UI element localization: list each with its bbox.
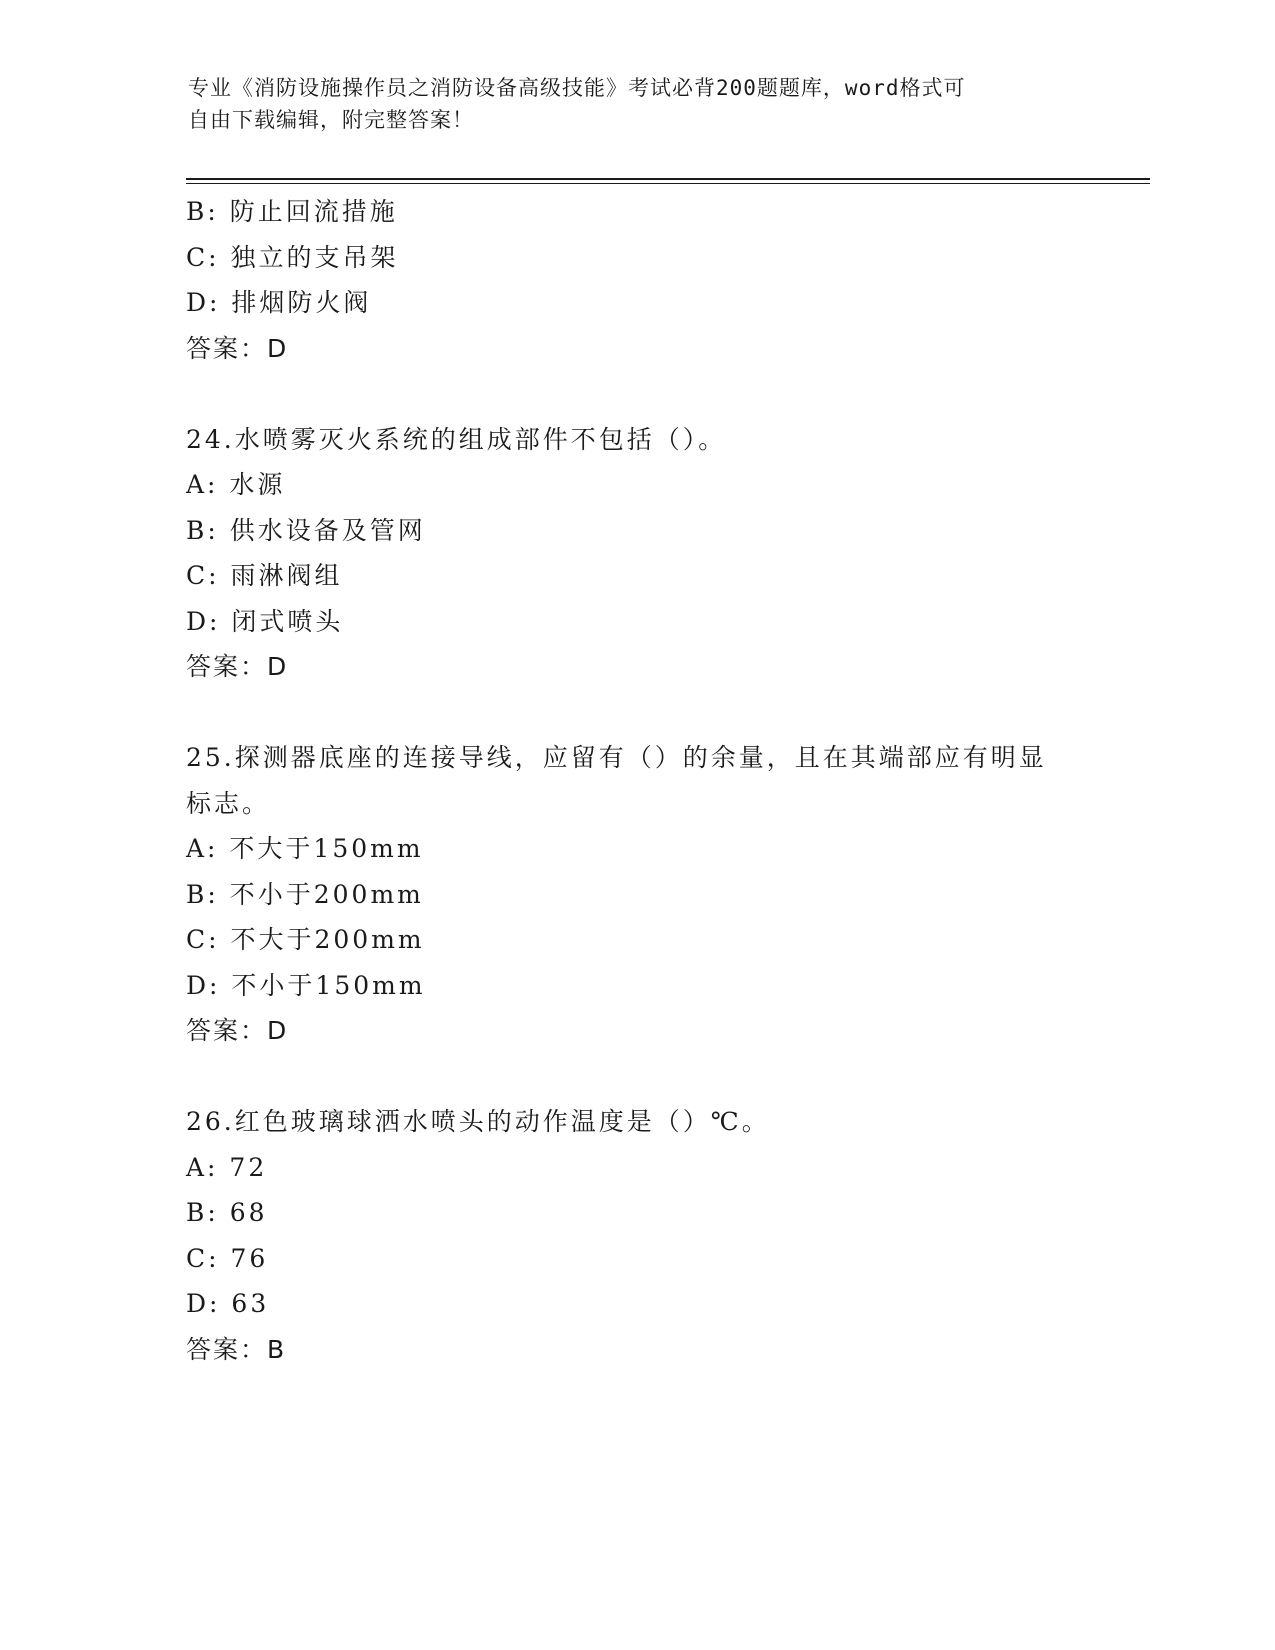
answer-line: 答案：D — [186, 333, 289, 363]
header-line-2: 自由下载编辑，附完整答案！ — [188, 108, 474, 132]
header-line-1: 专业《消防设施操作员之消防设备高级技能》考试必背200题题库，word格式可 — [188, 76, 966, 100]
option-d: D: 排烟防火阀 — [186, 288, 372, 317]
answer-line: 答案：B — [186, 1334, 287, 1364]
prev-question-block — [186, 189, 1086, 371]
question-stem: 24.水喷雾灭火系统的组成部件不包括（）。 — [186, 424, 727, 454]
option-a: A: 水源 — [186, 470, 286, 499]
spacer — [186, 690, 1086, 736]
question-stem: 26.红色玻璃球洒水喷头的动作温度是（）℃。 — [186, 1107, 770, 1136]
option-d: D: 闭式喷头 — [186, 606, 344, 636]
header-divider-thick — [186, 178, 1150, 180]
spacer — [186, 1054, 1086, 1100]
answer-line: 答案：D — [186, 1016, 289, 1045]
option-a: A: 72 — [186, 1152, 268, 1182]
question-stem: 25.探测器底座的连接导线，应留有（）的余量，且在其端部应有明显标志。 — [186, 743, 1047, 818]
answer-line: 答案：D — [186, 652, 289, 681]
option-c: C: 雨淋阀组 — [186, 561, 343, 590]
question-24-block — [186, 417, 1086, 690]
option-d: D: 不小于150mm — [186, 970, 426, 1000]
header-divider-thin — [186, 183, 1150, 184]
spacer — [186, 371, 1086, 417]
option-c: C: 独立的支吊架 — [186, 242, 399, 272]
option-a: A: 不大于150mm — [186, 834, 424, 863]
option-c: C: 不大于200mm — [186, 925, 425, 954]
question-list — [186, 189, 1086, 1372]
option-c: C: 76 — [186, 1243, 269, 1273]
document-header — [188, 72, 1068, 136]
option-d: D: 63 — [186, 1289, 270, 1318]
option-b: B: 68 — [186, 1198, 268, 1227]
option-b: B: 防止回流措施 — [186, 197, 398, 226]
option-b: B: 供水设备及管网 — [186, 515, 426, 545]
question-26-block — [186, 1099, 1086, 1372]
question-25-block — [186, 735, 1086, 1054]
option-b: B: 不小于200mm — [186, 879, 424, 909]
